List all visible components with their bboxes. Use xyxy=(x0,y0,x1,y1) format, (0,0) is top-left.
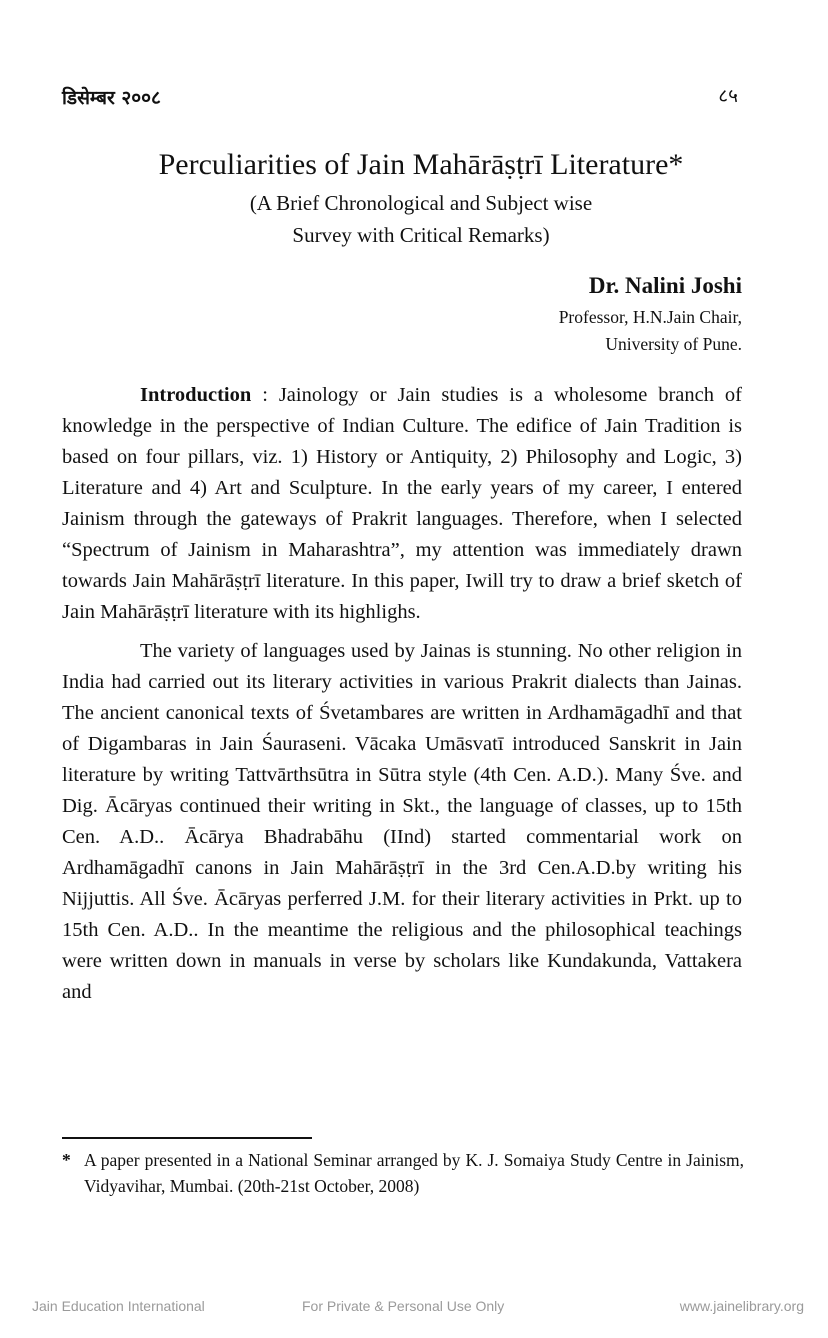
footer-website-link[interactable]: www.jainelibrary.org xyxy=(679,1298,804,1314)
article-body xyxy=(62,380,742,1016)
footer-publisher: Jain Education International xyxy=(32,1298,205,1314)
page-number: ८५ xyxy=(718,85,738,107)
article-title: Perculiarities of Jain Mahārāṣṭrī Literature* xyxy=(158,148,684,181)
author-affiliation-line-1: Professor, H.N.Jain Chair, xyxy=(558,307,742,327)
footnote-divider xyxy=(62,1137,312,1139)
author-affiliation-line-2: University of Pune. xyxy=(605,334,742,354)
body-paragraph-2: The variety of languages used by Jainas is stunning. No other religion in India had carried out its literary activities in various Prakrit dialects than Jainas. The ancient canonical texts of Śvetambares are written in Ardhamāgadhī and that of Digambaras in Jain Śauraseni. Vācaka Umāsvatī introduced Sanskrit in Jain literature by writing Tattvārthsūtra in Sūtra style (4th Cen. A.D.). Many Śve. and Dig. Ācāryas continued their writing in Skt., the language of classes, up to 15th Cen. A.D.. Ācārya Bhadrabāhu (IInd) started commentarial work on Ardhamāgadhī canons in Jain Mahārāṣṭrī in the 3rd Cen.A.D.by writing his Nijjuttis. All Śve. Ācāryas perferred J.M. for their literary activities in Prkt. up to 15th Cen. A.D.. In the meantime the religious and the philosophical teachings were written down in manuals in verse by scholars like Kundakunda, Vattakera and xyxy=(62,640,742,1003)
introduction-text: : Jainology or Jain studies is a wholesome branch of knowledge in the perspective of Indian Culture. The edifice of Jain Tradition is based on four pillars, viz. 1) History or Antiquity, 2) Philosophy and Logic, 3) Literature and 4) Art and Sculpture. In the early years of my career, I entered Jainism through the gateways of Prakrit languages. Therefore, when I selected “Spectrum of Jainism in Maharashtra”, my attention was immediately drawn towards Jain Mahārāṣṭrī literature. In this paper, Iwill try to draw a brief sketch of Jain Mahārāṣṭrī literature with its highlighs. xyxy=(62,384,742,623)
body-paragraph-1 xyxy=(62,380,742,628)
footnote-text: A paper presented in a National Seminar arranged by K. J. Somaiya Study Centre in Jainism, Vidyavihar, Mumbai. (20th-21st October, 2008) xyxy=(84,1150,744,1196)
footnote xyxy=(62,1147,744,1199)
article-subtitle-line-2: Survey with Critical Remarks) xyxy=(292,223,550,247)
page-header-date: डिसेम्बर २००८ xyxy=(62,87,161,109)
introduction-label: Introduction xyxy=(140,384,252,406)
author-name: Dr. Nalini Joshi xyxy=(588,273,742,298)
author-block xyxy=(559,268,742,358)
footnote-marker: * xyxy=(62,1150,71,1170)
footer-usage-note: For Private & Personal Use Only xyxy=(302,1298,505,1314)
article-subtitle-line-1: (A Brief Chronological and Subject wise xyxy=(249,191,593,215)
